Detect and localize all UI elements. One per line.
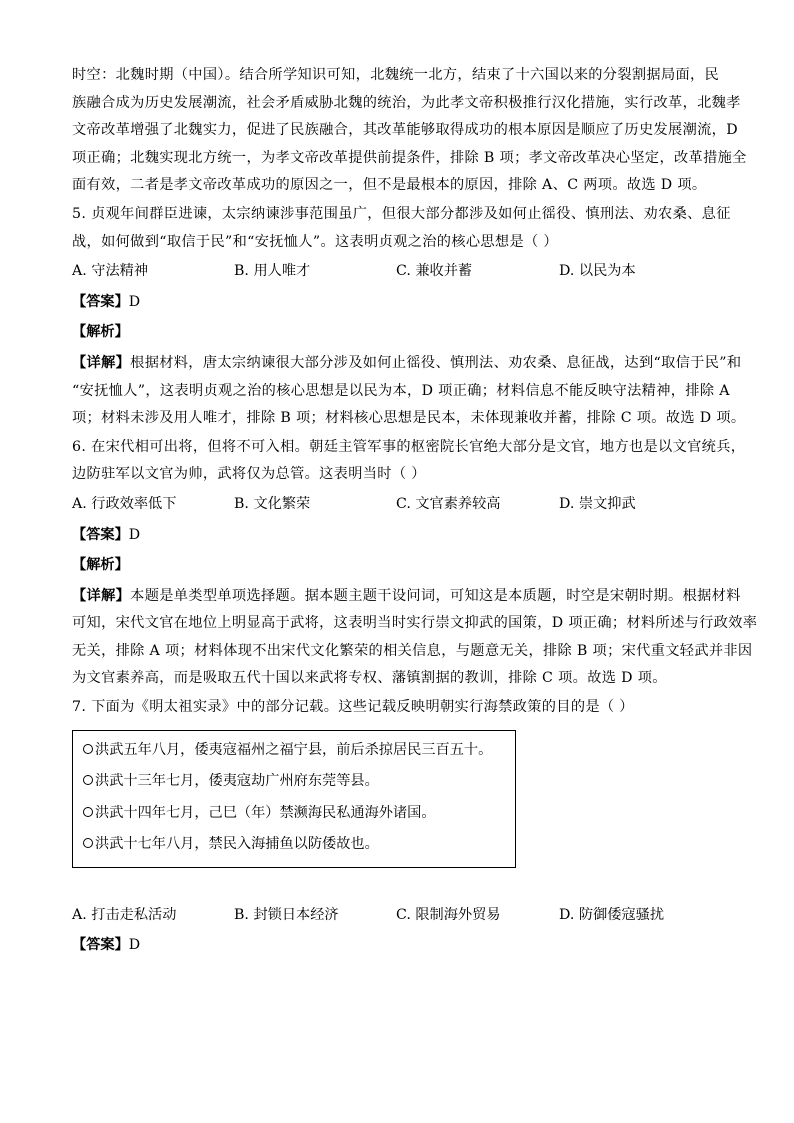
records-box [72, 730, 516, 868]
detail-line: 可知，宋代文官在地位上明显高于武将，这表明当时实行崇文抑武的国策，D 项正确；材料所述与行政效率 [72, 615, 758, 632]
question-stem-line: 6. 在宋代相可出将，但将不可入相。朝廷主管军事的枢密院长官绝大部分是文官，地方也是以文官统兵， [72, 438, 746, 455]
detail-line [72, 583, 741, 611]
option-d: D. 防御倭寇骚扰 [559, 906, 665, 923]
detail-line: 无关，排除 A 项；材料体现不出宋代文化繁荣的相关信息，与题意无关，排除 B 项；宋代重文轻武并非因 [72, 642, 753, 659]
record-text: 洪武五年八月，倭夷寇福州之福宁县，前后杀掠居民三百五十。 [95, 741, 493, 758]
record-text: 洪武十四年七月，己巳（年）禁濒海民私通海外诸国。 [95, 804, 436, 821]
question-stem-line: 战，如何做到“取信于民”和“安抚恤人”。这表明贞观之治的核心思想是（ ） [72, 233, 558, 250]
answer [72, 932, 722, 960]
option-c: C. 文官素养较高 [396, 495, 501, 512]
option-c: C. 兼收并蓄 [396, 263, 473, 280]
options-row [72, 902, 722, 930]
circle-bullet-icon [83, 838, 93, 848]
detail-line: 为文官素养高，而是吸取五代十国以来武将专权、藩镇割据的教训，排除 C 项。故选 D 项。 [72, 670, 667, 687]
record-text: 洪武十三年七月，倭夷寇劫广州府东莞等县。 [95, 773, 379, 790]
answer-label: 【答案】 [72, 937, 129, 954]
detail-line: 项；材料未涉及用人唯才，排除 B 项；材料核心思想是民本，未体现兼收并蓄，排除 C 项。故选 D 项。 [72, 410, 746, 427]
detail-text: 本题是单类型单项选择题。据本题主题干设问词，可知这是本质题，时空是宋朝时期。根据材料 [130, 587, 741, 604]
answer-value: D [128, 293, 141, 310]
option-b: B. 用人唯才 [234, 263, 311, 280]
answer-label: 【答案】 [72, 526, 129, 543]
option-b: B. 封锁日本经济 [234, 906, 339, 923]
record-item [83, 829, 505, 861]
option-b: B. 文化繁荣 [234, 495, 311, 512]
text-line: 面有效，二者是孝文帝改革成功的原因之一，但不是最根本的原因，排除 A、C 两项。故选 D 项。 [72, 177, 707, 194]
record-text: 洪武十七年八月，禁民入海捕鱼以防倭故也。 [95, 836, 379, 853]
text-line: 项正确；北魏实现北方统一，为孝文帝改革提供前提条件，排除 B 项；孝文帝改革决心坚定，改革措施全 [72, 149, 747, 166]
intro-analysis [72, 62, 747, 200]
option-d: D. 以民为本 [559, 263, 636, 280]
detail-text: 根据材料，唐太宗纳谏很大部分涉及如何止徭役、慎刑法、劝农桑、息征战，达到“取信于民”和 [130, 354, 742, 371]
detail-label: 【详解】 [72, 354, 131, 371]
options-row [72, 258, 722, 286]
question-stem-line: 7. 下面为《明太祖实录》中的部分记载。这些记载反映明朝实行海禁政策的目的是（ ） [72, 699, 634, 716]
record-item [83, 798, 505, 830]
text-line: 族融合成为历史发展潮流，社会矛盾威胁北魏的统治，为此孝文帝积极推行汉化措施，实行改革，北魏孝 [72, 94, 741, 111]
record-item [83, 735, 505, 767]
question-stem-line: 5. 贞观年间群臣进谏，太宗纳谏涉事范围虽广，但很大部分都涉及如何止徭役、慎刑法、劝农桑、息征 [72, 205, 731, 222]
analysis-heading [72, 552, 722, 580]
option-d: D. 崇文抑武 [559, 495, 636, 512]
analysis-label: 【解析】 [72, 557, 129, 574]
option-a: A. 打击走私活动 [72, 906, 177, 923]
record-item [83, 766, 505, 798]
question-5 [72, 201, 746, 433]
question-stem-line: 边防驻军以文官为帅，武将仅为总管。这表明当时（ ） [72, 466, 426, 483]
answer-label: 【答案】 [72, 293, 129, 310]
document-page [72, 62, 758, 963]
question-7 [72, 694, 722, 960]
circle-bullet-icon [83, 775, 93, 785]
circle-bullet-icon [83, 807, 93, 817]
answer [72, 522, 722, 550]
text-line: 时空：北魏时期（中国）。结合所学知识可知，北魏统一北方，结束了十六国以来的分裂割据局面，民 [72, 67, 720, 83]
circle-bullet-icon [83, 744, 93, 754]
options-row [72, 491, 722, 519]
option-a: A. 守法精神 [72, 263, 149, 280]
option-c: C. 限制海外贸易 [396, 906, 501, 923]
answer-value: D [128, 937, 141, 954]
analysis-label: 【解析】 [72, 324, 129, 341]
detail-label: 【详解】 [72, 587, 131, 604]
answer-value: D [128, 526, 141, 543]
detail-line: “安抚恤人”，这表明贞观之治的核心思想是以民为本，D 项正确；材料信息不能反映守法精神，排除 A [72, 382, 730, 399]
answer [72, 289, 722, 317]
text-line: 文帝改革增强了北魏实力，促进了民族融合，其改革能够取得成功的根本原因是顺应了历史发展潮流，D [72, 122, 738, 139]
analysis-heading [72, 319, 722, 347]
option-a: A. 行政效率低下 [72, 495, 177, 512]
detail-line [72, 350, 742, 378]
question-6 [72, 434, 758, 693]
